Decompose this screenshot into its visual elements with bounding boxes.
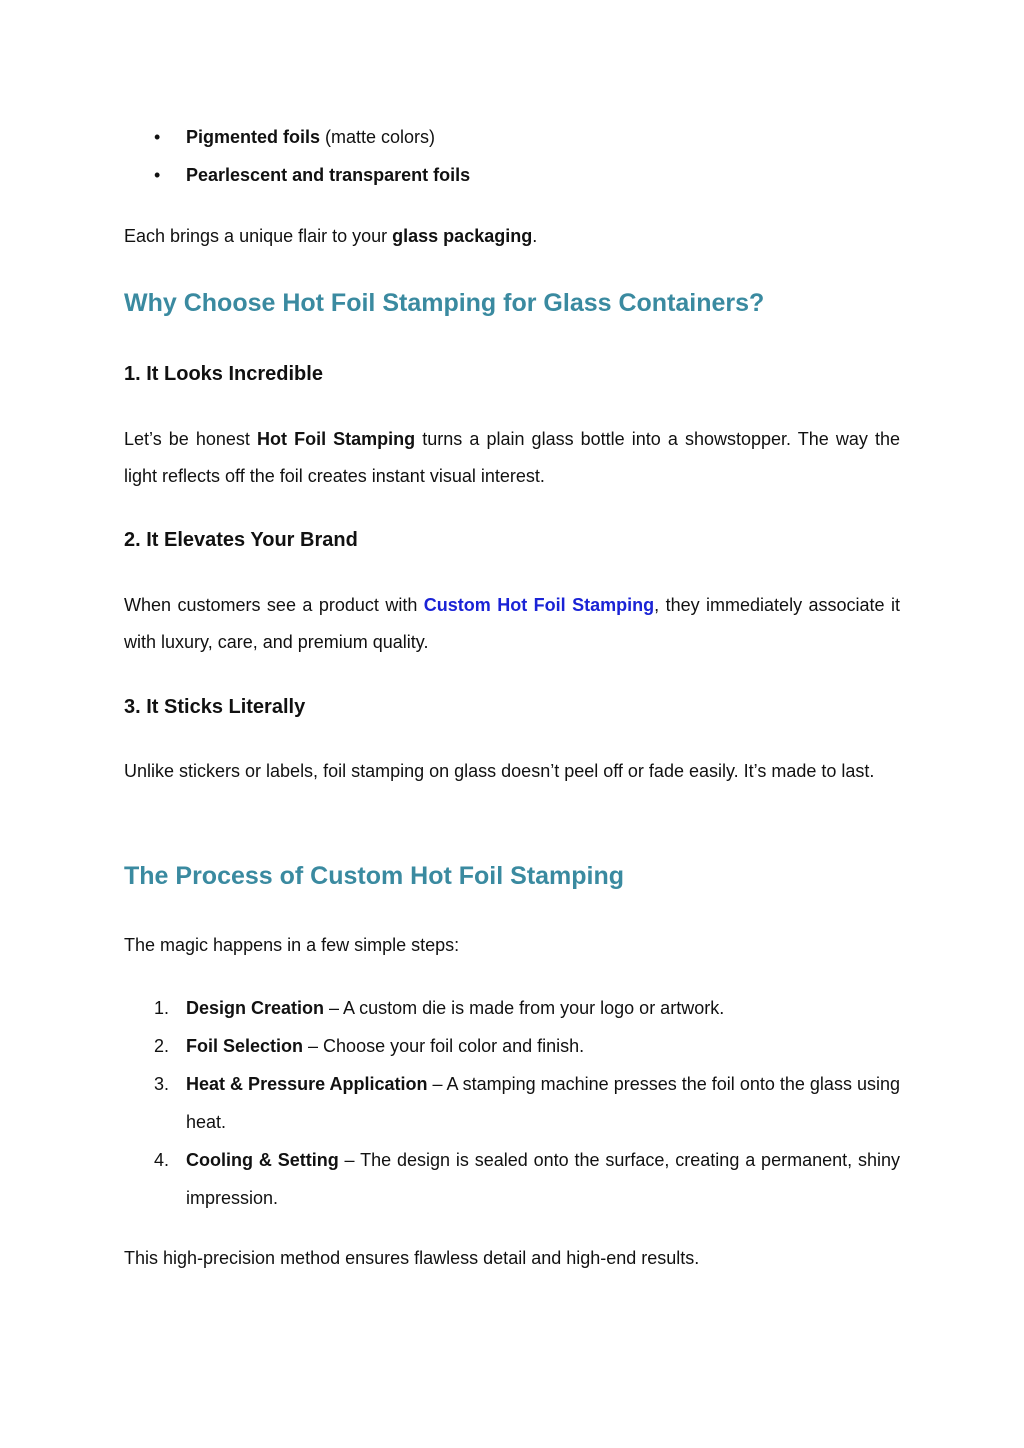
list-item: 4. Cooling & Setting – The design is sealed onto the surface, creating a permanent, shiny impression. [154,1150,900,1208]
subheading-sticks-literally: 3. It Sticks Literally [124,696,306,718]
list-item: 2. Foil Selection – Choose your foil color and finish. [154,1036,585,1056]
section-heading-process: The Process of Custom Hot Foil Stamping [124,862,625,890]
list-item: 1. Design Creation – A custom die is made from your logo or artwork. [154,998,725,1018]
custom-hot-foil-stamping-link[interactable]: Custom Hot Foil Stamping [423,595,655,615]
list-item: • Pearlescent and transparent foils [154,156,470,194]
paragraph-sticks-literally: Unlike stickers or labels, foil stamping on glass doesn’t peel off or fade easily. It’s made to last. [124,761,875,781]
list-item: • Pigmented foils (matte colors) [154,118,470,156]
process-steps-list [154,989,900,1217]
closing-paragraph: This high-precision method ensures flawless detail and high-end results. [124,1248,700,1268]
section-heading-why: Why Choose Hot Foil Stamping for Glass Containers? [124,289,765,317]
subheading-elevates-brand: 2. It Elevates Your Brand [124,529,358,551]
intro-paragraph: Each brings a unique flair to your glass packaging. [124,226,538,246]
paragraph-elevates-brand: When customers see a product with Custom Hot Foil Stamping, they immediately associate it with luxury, care, and premium quality. [124,595,900,652]
process-lead-paragraph: The magic happens in a few simple steps: [124,935,460,955]
subheading-looks-incredible: 1. It Looks Incredible [124,363,323,385]
paragraph-looks-incredible: Let’s be honest Hot Foil Stamping turns a plain glass bottle into a showstopper. The way the light reflects off the foil creates instant visual interest. [124,429,901,486]
foil-types-list [154,118,470,194]
list-item: 3. Heat & Pressure Application – A stamping machine presses the foil onto the glass using heat. [154,1074,900,1132]
